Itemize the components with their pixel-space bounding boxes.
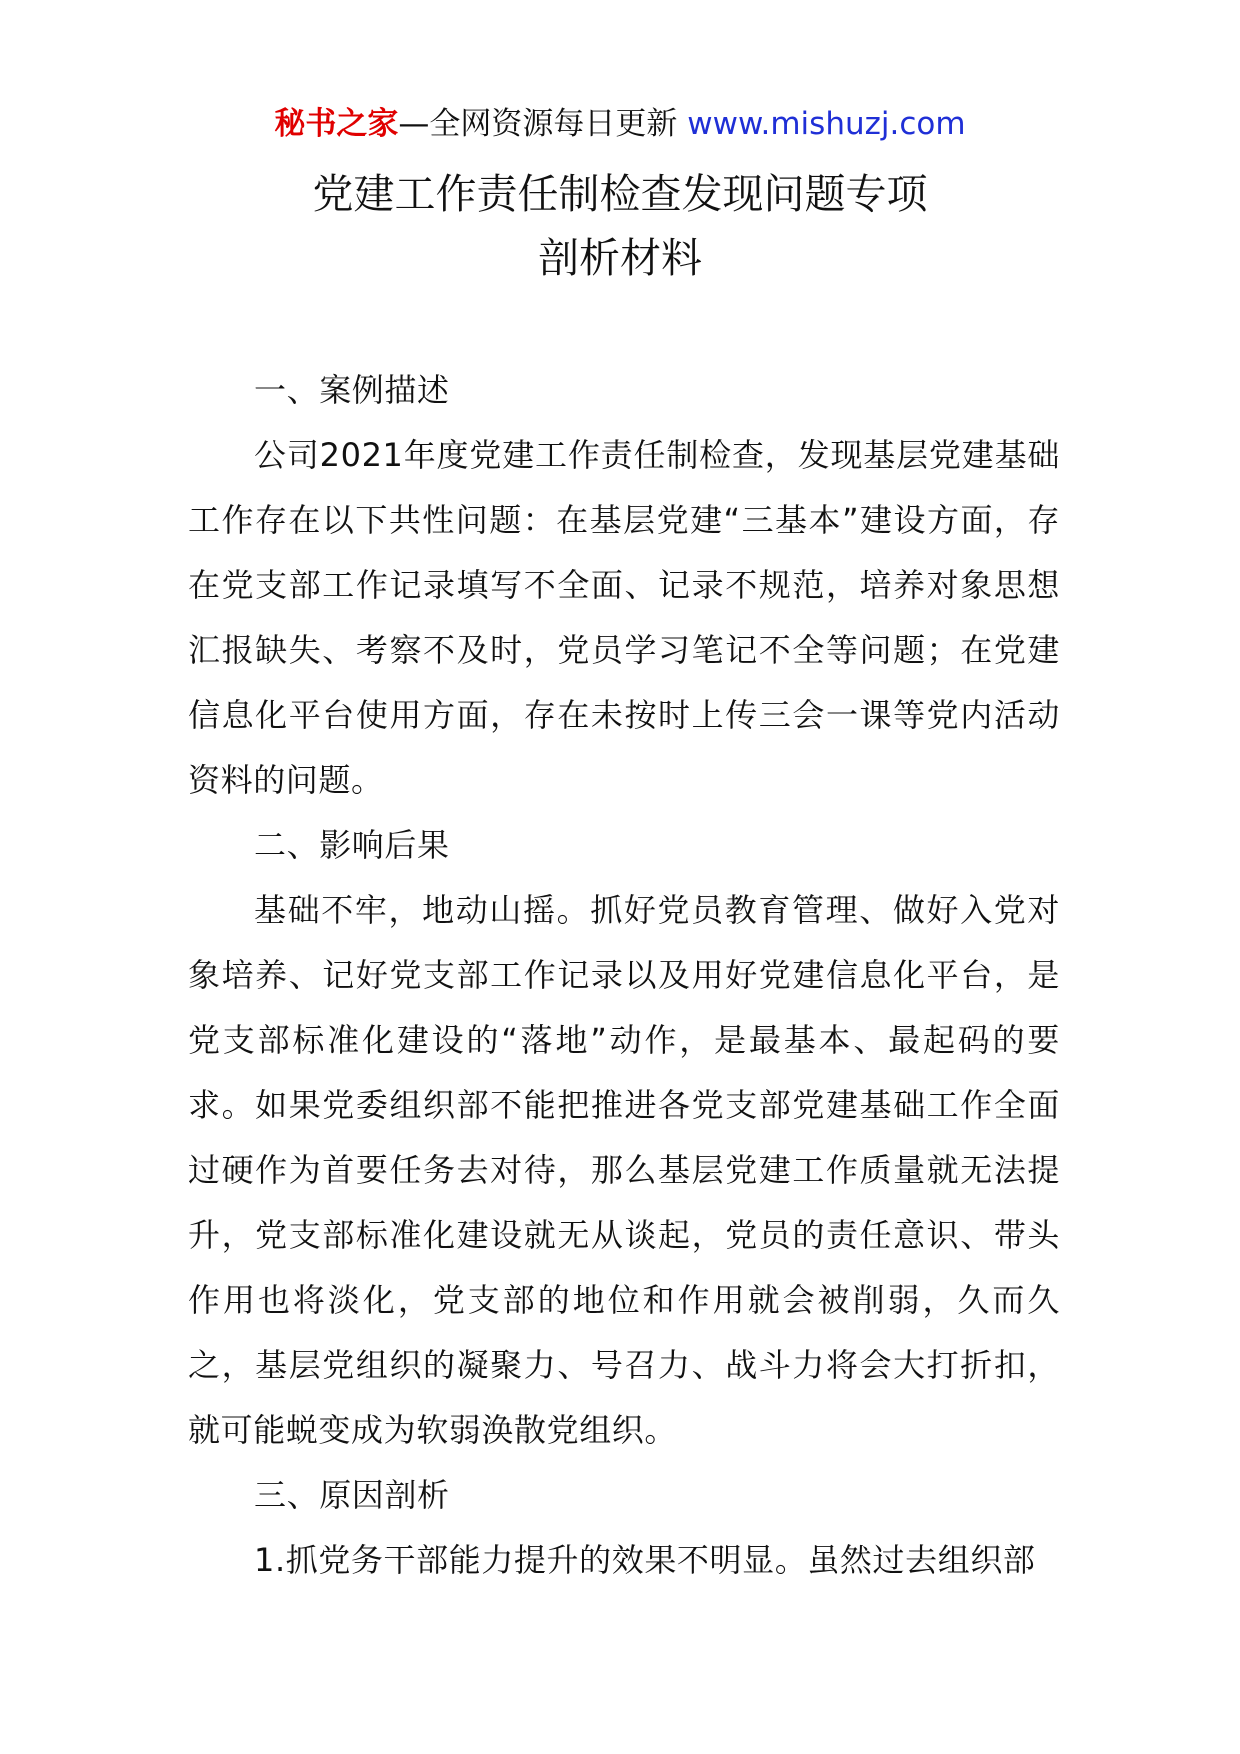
section-heading-cause: 三、原因剖析 <box>254 1476 450 1514</box>
section-heading-impact: 二、影响后果 <box>254 826 450 864</box>
document-body <box>188 358 1060 1593</box>
paragraph-cause-1: 1.抓党务干部能力提升的效果不明显。虽然过去组织部 <box>254 1541 1036 1579</box>
title-line-1: 党建工作责任制检查发现问题专项 <box>312 170 928 218</box>
header-tagline: —全网资源每日更新 <box>398 106 688 142</box>
site-url-link[interactable]: www.mishuzj.com <box>687 106 966 142</box>
paragraph-case-description: 公司2021年度党建工作责任制检查，发现基层党建基础工作存在以下共性问题：在基层党建“三基本”建设方面，存在党支部工作记录填写不全面、记录不规范，培养对象思想汇报缺失、考察不及时，党员学习笔记不全等问题；在党建信息化平台使用方面，存在未按时上传三会一课等党内活动资料的问题。 <box>188 436 1060 799</box>
title-line-2: 剖析材料 <box>538 234 702 282</box>
site-header <box>0 102 1240 146</box>
paragraph-impact: 基础不牢，地动山摇。抓好党员教育管理、做好入党对象培养、记好党支部工作记录以及用好党建信息化平台，是党支部标准化建设的“落地”动作，是最基本、最起码的要求。如果党委组织部不能把推进各党支部党建基础工作全面过硬作为首要任务去对待，那么基层党建工作质量就无法提升，党支部标准化建设就无从谈起，党员的责任意识、带头作用也将淡化，党支部的地位和作用就会被削弱，久而久之，基层党组织的凝聚力、号召力、战斗力将会大打折扣，就可能蜕变成为软弱涣散党组织。 <box>188 891 1060 1449</box>
brand-name: 秘书之家 <box>274 106 399 142</box>
section-heading-case: 一、案例描述 <box>254 371 450 409</box>
document-title <box>0 162 1240 290</box>
